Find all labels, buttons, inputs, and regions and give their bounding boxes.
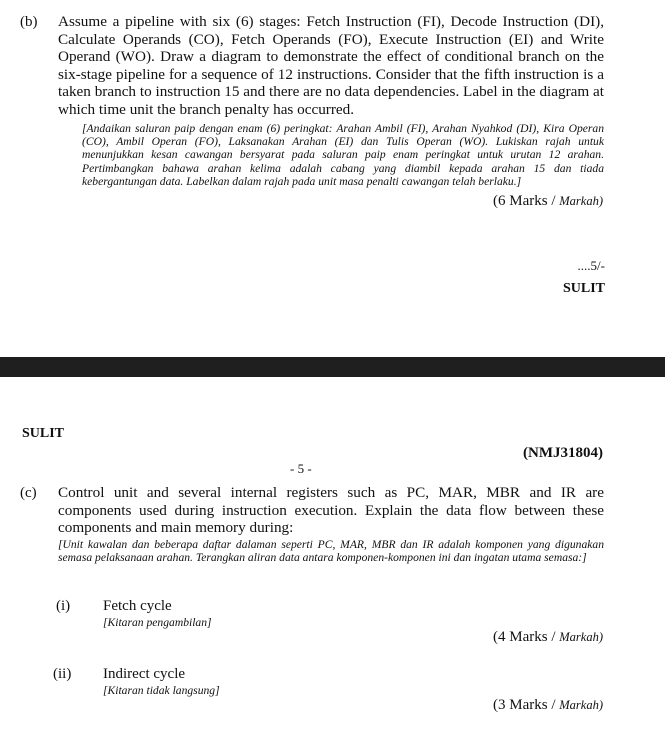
- marks-label-malay: Markah): [559, 630, 603, 644]
- continue-marker: ....5/-: [577, 258, 605, 273]
- question-c-label: (c): [20, 485, 37, 501]
- page-break-divider: [0, 357, 665, 377]
- sulit-header: SULIT: [22, 426, 65, 441]
- question-c-translation: [Unit kawalan dan beberapa daftar dalaman seperti PC, MAR, MBR dan IR adalah komponen yang digunakan semasa pelaksanaan arahan. Terangkan aliran data antara komponen-komponen ini dan ingatan utama semasa:]: [58, 538, 604, 565]
- marks-label: (3 Marks /: [493, 697, 556, 713]
- question-b-label: (b): [20, 14, 38, 30]
- marks-label: (4 Marks /: [493, 629, 556, 645]
- sub-question-i-marks: [493, 629, 603, 646]
- course-code: (NMJ31804): [523, 445, 603, 461]
- question-b-text: Assume a pipeline with six (6) stages: Fetch Instruction (FI), Decode Instruction (DI), Calculate Operands (CO), Fetch Operands (FO), Execute Instruction (EI) and Write Operand (WO). Draw a diagram to demonstrate the effect of conditional branch on the six-stage pipeline for a sequence of 12 instructions. Consider that the fifth instruction is a taken branch to instruction 15 and there are no data dependencies. Label in the diagram at which time unit the branch penalty has occurred.: [58, 13, 604, 118]
- sub-question-ii-marks: [493, 697, 603, 714]
- sub-question-i-title: Fetch cycle: [103, 598, 172, 614]
- question-c-text: Control unit and several internal registers such as PC, MAR, MBR and IR are components used during instruction execution. Explain the data flow between these components and main memory during:: [58, 484, 604, 536]
- marks-label: (6 Marks /: [493, 193, 556, 209]
- sub-question-i-label: (i): [56, 598, 71, 614]
- sub-question-ii-translation: [Kitaran tidak langsung]: [103, 684, 220, 697]
- question-b-translation: [Andaikan saluran paip dengan enam (6) peringkat: Arahan Ambil (FI), Arahan Nyahkod (DI), Kira Operan (CO), Ambil Operan (FO), Laksanakan Arahan (EI) dan Tulis Operan (WO). Lukiskan rajah untuk menunjukkan kesan cawangan bersyarat pada saluran paip enam peringkat untuk urutan 12 arahan. Pertimbangkan bahawa arahan kelima adalah cabang yang diambil kepada arahan 15 dan tiada kebergantungan data. Labelkan dalam rajah pada unit masa penalti cawangan telah berlaku.]: [82, 122, 604, 188]
- page-number: - 5 -: [290, 461, 312, 476]
- marks-label-malay: Markah): [559, 194, 603, 208]
- sub-question-ii-title: Indirect cycle: [103, 666, 186, 682]
- question-b-marks: [493, 193, 603, 210]
- sub-question-i-translation: [Kitaran pengambilan]: [103, 616, 212, 629]
- sub-question-ii-label: (ii): [53, 666, 72, 682]
- sulit-footer: SULIT: [562, 281, 605, 296]
- marks-label-malay: Markah): [559, 698, 603, 712]
